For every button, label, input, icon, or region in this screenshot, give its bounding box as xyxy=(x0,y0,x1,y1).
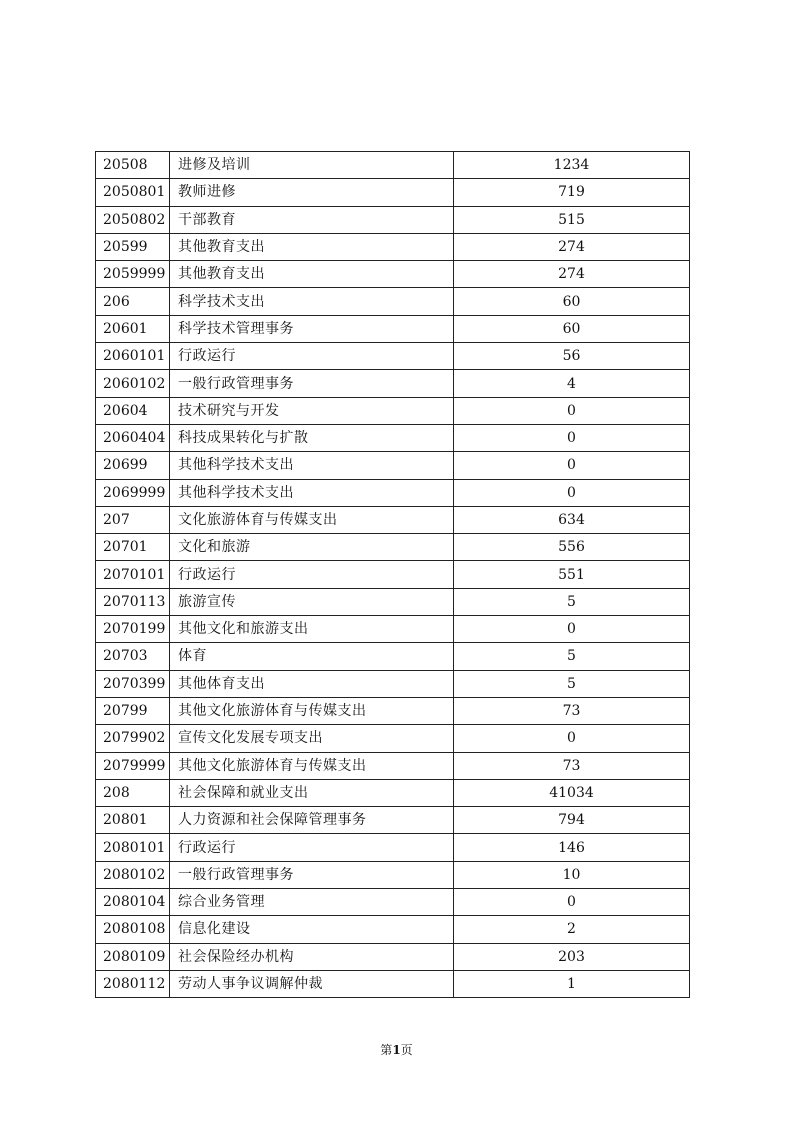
budget-table xyxy=(95,151,690,998)
table-row xyxy=(96,315,690,342)
cell-subject-name: 其他科学技术支出 xyxy=(170,452,454,479)
table-row xyxy=(96,206,690,233)
cell-subject-code: 2080108 xyxy=(96,916,170,943)
cell-amount: 0 xyxy=(454,397,690,424)
cell-subject-name: 社会保障和就业支出 xyxy=(170,779,454,806)
cell-subject-code: 2050802 xyxy=(96,206,170,233)
cell-subject-code: 2080104 xyxy=(96,889,170,916)
cell-subject-name: 技术研究与开发 xyxy=(170,397,454,424)
cell-amount: 1234 xyxy=(454,152,690,179)
cell-subject-name: 其他文化和旅游支出 xyxy=(170,616,454,643)
table-row xyxy=(96,752,690,779)
cell-amount: 515 xyxy=(454,206,690,233)
page-footer xyxy=(0,1041,793,1058)
cell-amount: 60 xyxy=(454,288,690,315)
cell-amount: 60 xyxy=(454,315,690,342)
cell-amount: 10 xyxy=(454,861,690,888)
table-row xyxy=(96,452,690,479)
table-row xyxy=(96,889,690,916)
table-row xyxy=(96,643,690,670)
cell-subject-code: 2079902 xyxy=(96,725,170,752)
cell-subject-name: 其他科学技术支出 xyxy=(170,479,454,506)
table-row xyxy=(96,370,690,397)
cell-subject-code: 2070199 xyxy=(96,616,170,643)
cell-amount: 634 xyxy=(454,506,690,533)
cell-subject-name: 科学技术管理事务 xyxy=(170,315,454,342)
table-row xyxy=(96,479,690,506)
table-row xyxy=(96,588,690,615)
cell-subject-code: 208 xyxy=(96,779,170,806)
cell-amount: 2 xyxy=(454,916,690,943)
cell-subject-code: 20508 xyxy=(96,152,170,179)
cell-subject-name: 人力资源和社会保障管理事务 xyxy=(170,807,454,834)
table-row xyxy=(96,261,690,288)
table-row xyxy=(96,970,690,997)
cell-subject-name: 进修及培训 xyxy=(170,152,454,179)
cell-subject-code: 2060404 xyxy=(96,424,170,451)
cell-subject-code: 2070399 xyxy=(96,670,170,697)
cell-subject-code: 2069999 xyxy=(96,479,170,506)
cell-subject-code: 20701 xyxy=(96,534,170,561)
cell-amount: 0 xyxy=(454,616,690,643)
cell-subject-code: 20604 xyxy=(96,397,170,424)
cell-amount: 794 xyxy=(454,807,690,834)
cell-amount: 5 xyxy=(454,670,690,697)
cell-subject-code: 20703 xyxy=(96,643,170,670)
cell-amount: 0 xyxy=(454,452,690,479)
cell-amount: 0 xyxy=(454,725,690,752)
cell-amount: 203 xyxy=(454,943,690,970)
cell-subject-name: 劳动人事争议调解仲裁 xyxy=(170,970,454,997)
cell-subject-name: 一般行政管理事务 xyxy=(170,861,454,888)
cell-subject-name: 科技成果转化与扩散 xyxy=(170,424,454,451)
cell-subject-name: 综合业务管理 xyxy=(170,889,454,916)
table-row xyxy=(96,397,690,424)
cell-subject-name: 宣传文化发展专项支出 xyxy=(170,725,454,752)
cell-amount: 5 xyxy=(454,643,690,670)
cell-subject-name: 文化旅游体育与传媒支出 xyxy=(170,506,454,533)
cell-subject-name: 行政运行 xyxy=(170,561,454,588)
cell-subject-code: 206 xyxy=(96,288,170,315)
cell-amount: 551 xyxy=(454,561,690,588)
table-row xyxy=(96,179,690,206)
cell-subject-code: 2059999 xyxy=(96,261,170,288)
cell-amount: 1 xyxy=(454,970,690,997)
table-row xyxy=(96,943,690,970)
table-row xyxy=(96,807,690,834)
cell-subject-code: 2080112 xyxy=(96,970,170,997)
cell-subject-code: 2060102 xyxy=(96,370,170,397)
cell-subject-code: 2079999 xyxy=(96,752,170,779)
table-row xyxy=(96,288,690,315)
cell-subject-name: 旅游宣传 xyxy=(170,588,454,615)
table-row xyxy=(96,152,690,179)
cell-amount: 556 xyxy=(454,534,690,561)
cell-subject-code: 2070101 xyxy=(96,561,170,588)
cell-subject-name: 科学技术支出 xyxy=(170,288,454,315)
cell-subject-name: 文化和旅游 xyxy=(170,534,454,561)
cell-subject-code: 2070113 xyxy=(96,588,170,615)
cell-amount: 146 xyxy=(454,834,690,861)
cell-amount: 719 xyxy=(454,179,690,206)
table-row xyxy=(96,561,690,588)
cell-amount: 274 xyxy=(454,233,690,260)
cell-amount: 56 xyxy=(454,343,690,370)
cell-subject-name: 其他教育支出 xyxy=(170,261,454,288)
table-row xyxy=(96,834,690,861)
cell-subject-name: 体育 xyxy=(170,643,454,670)
table-row xyxy=(96,506,690,533)
cell-subject-name: 教师进修 xyxy=(170,179,454,206)
table-row xyxy=(96,233,690,260)
cell-subject-code: 20699 xyxy=(96,452,170,479)
footer-suffix: 页 xyxy=(400,1043,413,1057)
cell-subject-code: 20801 xyxy=(96,807,170,834)
cell-subject-code: 207 xyxy=(96,506,170,533)
cell-amount: 4 xyxy=(454,370,690,397)
cell-amount: 0 xyxy=(454,889,690,916)
page-number: 1 xyxy=(392,1043,401,1057)
table-row xyxy=(96,725,690,752)
table-row xyxy=(96,424,690,451)
table-row xyxy=(96,670,690,697)
table-row xyxy=(96,779,690,806)
cell-subject-code: 2080109 xyxy=(96,943,170,970)
table-row xyxy=(96,916,690,943)
cell-subject-code: 2080101 xyxy=(96,834,170,861)
cell-subject-name: 行政运行 xyxy=(170,834,454,861)
cell-subject-code: 2060101 xyxy=(96,343,170,370)
cell-amount: 73 xyxy=(454,697,690,724)
cell-subject-name: 信息化建设 xyxy=(170,916,454,943)
budget-table-body xyxy=(96,152,690,998)
cell-subject-name: 其他文化旅游体育与传媒支出 xyxy=(170,697,454,724)
cell-subject-name: 行政运行 xyxy=(170,343,454,370)
cell-subject-name: 社会保险经办机构 xyxy=(170,943,454,970)
table-row xyxy=(96,343,690,370)
cell-subject-name: 其他教育支出 xyxy=(170,233,454,260)
cell-amount: 0 xyxy=(454,479,690,506)
table-row xyxy=(96,697,690,724)
cell-subject-code: 2050801 xyxy=(96,179,170,206)
cell-amount: 5 xyxy=(454,588,690,615)
cell-subject-code: 20601 xyxy=(96,315,170,342)
cell-subject-name: 其他体育支出 xyxy=(170,670,454,697)
cell-subject-code: 20599 xyxy=(96,233,170,260)
table-row xyxy=(96,534,690,561)
table-row xyxy=(96,861,690,888)
cell-amount: 274 xyxy=(454,261,690,288)
footer-prefix: 第 xyxy=(380,1043,393,1057)
cell-subject-name: 一般行政管理事务 xyxy=(170,370,454,397)
cell-amount: 73 xyxy=(454,752,690,779)
cell-subject-name: 其他文化旅游体育与传媒支出 xyxy=(170,752,454,779)
cell-subject-name: 干部教育 xyxy=(170,206,454,233)
table-row xyxy=(96,616,690,643)
cell-amount: 41034 xyxy=(454,779,690,806)
cell-subject-code: 20799 xyxy=(96,697,170,724)
cell-subject-code: 2080102 xyxy=(96,861,170,888)
cell-amount: 0 xyxy=(454,424,690,451)
